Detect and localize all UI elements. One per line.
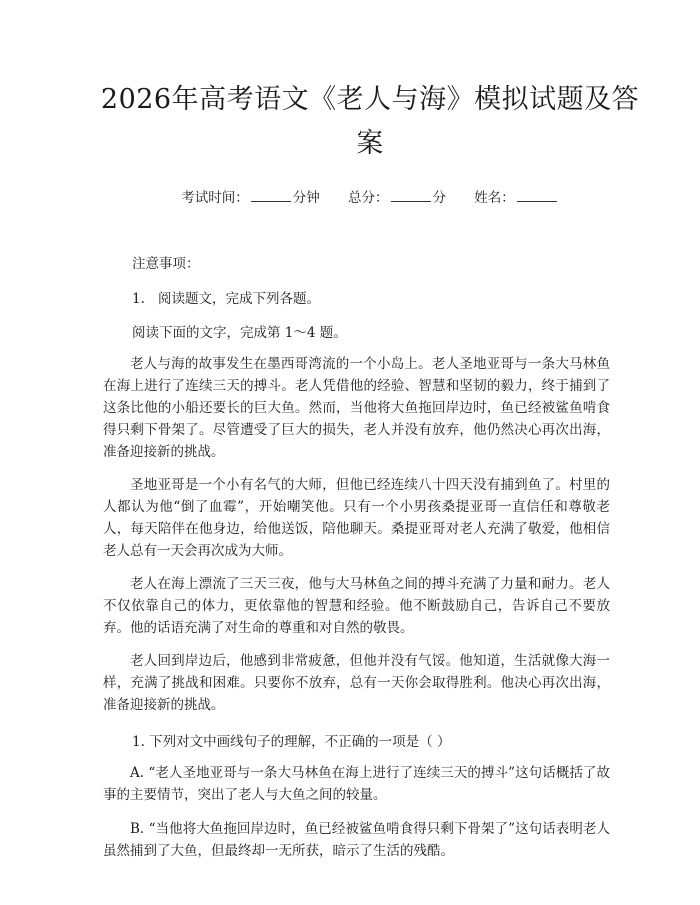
exam-meta [90, 186, 650, 206]
reading-instruction: 阅读下面的文字，完成第 1～4 题。 [132, 325, 347, 341]
section-1 [132, 287, 610, 307]
exam-time [181, 186, 320, 206]
exam-time-unit: 分钟 [292, 190, 320, 206]
question-1-stem: 1. 下列对文中画线句子的理解，不正确的一项是（ ） [132, 734, 451, 750]
passage-paragraph-2: 圣地亚哥是一个小有名气的大师，但他已经连续八十四天没有捕到鱼了。村里的人都认为他“倒了血霉”，开始嘲笑他。只有一个小男孩桑提亚哥一直信任和尊敬老人，每天陪伴在他身边，给他送饭，陪他聊天。桑提亚哥对老人充满了敬爱，他相信老人总有一天会再次成为大师。 [103, 477, 610, 559]
question-1-option-a: A. “老人圣地亚哥与一条大马林鱼在海上进行了连续三天的搏斗”这句话概括了故事的主要情节，突出了老人与大鱼之间的较量。 [103, 765, 610, 803]
exam-time-blank [251, 189, 291, 202]
total-score-label: 总分： [348, 190, 389, 206]
passage-paragraph-4: 老人回到岸边后，他感到非常疲惫，但他并没有气馁。他知道，生活就像大海一样，充满了挑战和困难。只要你不放弃，总有一天你会取得胜利。他决心再次出海，准备迎接新的挑战。 [103, 653, 610, 713]
total-score [348, 186, 446, 206]
page-title: 2026年高考语文《老人与海》模拟试题及答案 [100, 84, 640, 159]
student-name-label: 姓名： [474, 190, 515, 206]
student-name-blank [517, 189, 557, 202]
section-1-text: 阅读题文，完成下列各题。 [158, 291, 320, 307]
passage-paragraph-3: 老人在海上漂流了三天三夜，他与大马林鱼之间的搏斗充满了力量和耐力。老人不仅依靠自己的体力，更依靠他的智慧和经验。他不断鼓励自己，告诉自己不要放弃。他的话语充满了对生命的尊重和对自然的敬畏。 [103, 576, 610, 636]
passage-paragraph-1: 老人与海的故事发生在墨西哥湾流的一个小岛上。老人圣地亚哥与一条大马林鱼在海上进行了连续三天的搏斗。老人凭借他的经验、智慧和坚韧的毅力，终于捕到了这条比他的小船还要长的巨大鱼。然而，当他将大鱼拖回岸边时，鱼已经被鲨鱼啃食得只剩下骨架了。尽管遭受了巨大的损失，老人并没有放弃，他仍然决心再次出海，准备迎接新的挑战。 [103, 356, 610, 460]
exam-time-label: 考试时间： [181, 190, 249, 206]
student-name [474, 186, 559, 206]
question-1-option-b: B. “当他将大鱼拖回岸边时，鱼已经被鲨鱼啃食得只剩下骨架了”这句话表明老人虽然捕到了大鱼，但最终却一无所获，暗示了生活的残酷。 [103, 821, 610, 859]
reading-passage [103, 353, 610, 716]
section-1-number: 1. [132, 291, 145, 307]
notice-heading: 注意事项： [132, 256, 200, 272]
total-score-blank [391, 189, 431, 202]
total-score-unit: 分 [432, 190, 446, 206]
